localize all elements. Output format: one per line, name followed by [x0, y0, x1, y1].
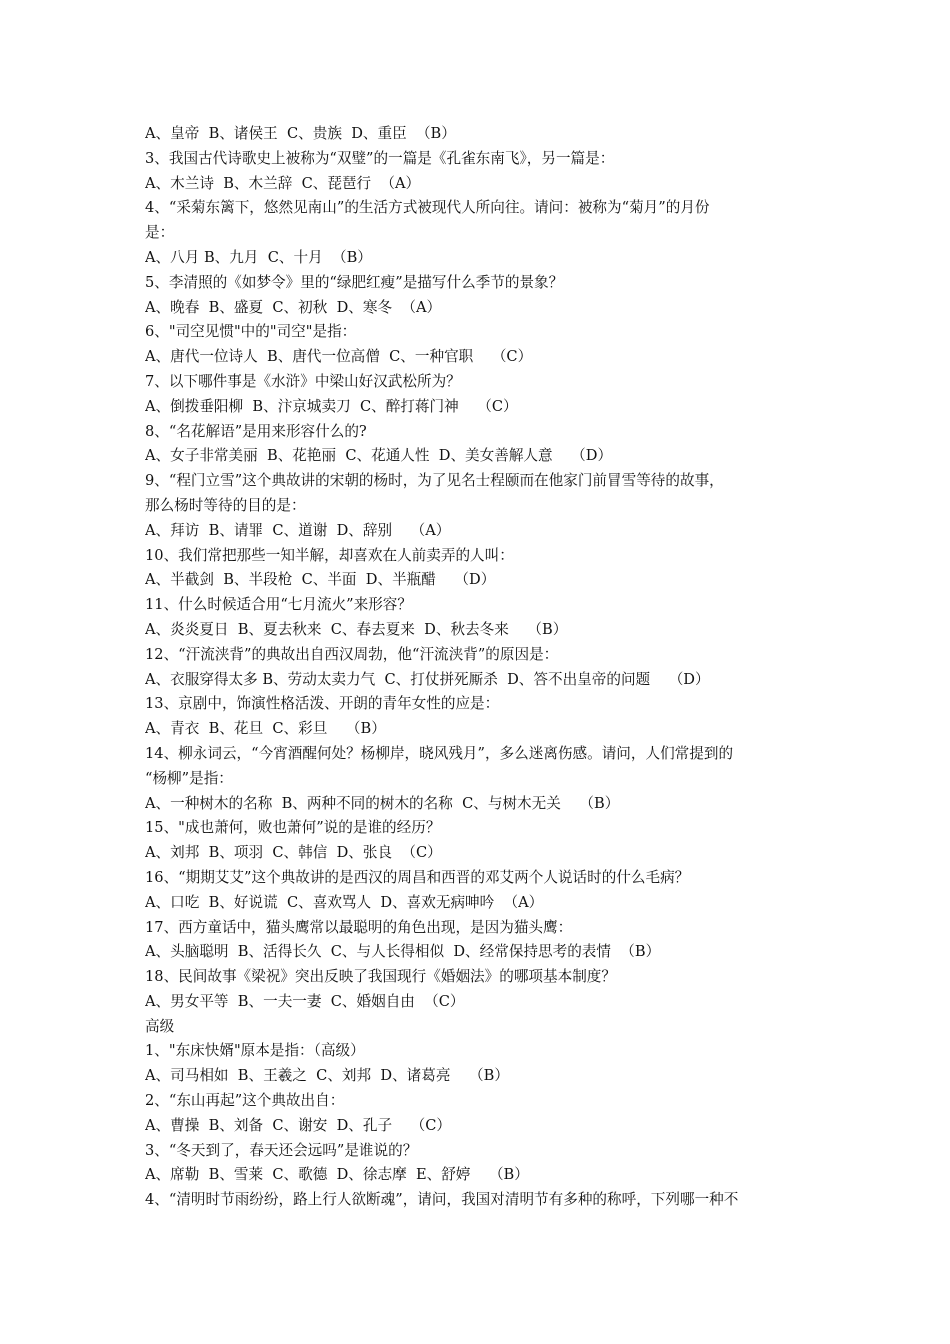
- text-line: A、木兰诗 B、木兰辞 C、琵琶行 （A）: [145, 174, 421, 192]
- text-line: 6、"司空见惯"中的"司空"是指：: [145, 323, 357, 341]
- text-line: A、拜访 B、请罪 C、道谢 D、辞别 （A）: [145, 521, 451, 539]
- text-line: 1、"东床快婿"原本是指：（高级）: [145, 1042, 365, 1060]
- text-line: 18、民间故事《梁祝》突出反映了我国现行《婚姻法》的哪项基本制度？: [145, 968, 616, 986]
- text-line: A、倒拨垂阳柳 B、汴京城卖刀 C、醉打蒋门神 （C）: [145, 397, 518, 415]
- text-line: 4、“清明时节雨纷纷，路上行人欲断魂”，请问，我国对清明节有多种的称呼，下列哪一种不: [145, 1191, 739, 1209]
- text-line: 那么杨时等待的目的是：: [145, 496, 306, 514]
- text-line: A、头脑聪明 B、活得长久 C、与人长得相似 D、经常保持思考的表情 （B）: [145, 943, 661, 961]
- text-line: 是：: [145, 224, 175, 242]
- text-line: A、青衣 B、花旦 C、彩旦 （B）: [145, 720, 386, 738]
- text-line: 14、柳永词云，“今宵酒醒何处？杨柳岸，晓风残月”，多么迷离伤感。请问，人们常提到的: [145, 744, 734, 762]
- text-line: “杨柳”是指：: [145, 769, 233, 787]
- text-line: 11、什么时候适合用“七月流火”来形容？: [145, 596, 412, 614]
- text-line: A、席勒 B、雪莱 C、歌德 D、徐志摩 E、舒婷 （B）: [145, 1166, 529, 1184]
- text-line: A、衣服穿得太多 B、劳动太卖力气 C、打仗拼死厮杀 D、答不出皇帝的问题 （D）: [145, 670, 710, 688]
- text-line: 16、“期期艾艾”这个典故讲的是西汉的周昌和西晋的邓艾两个人说话时的什么毛病？: [145, 868, 690, 886]
- text-line: 7、以下哪件事是《水浒》中梁山好汉武松所为？: [145, 372, 461, 390]
- text-line: 15、"成也萧何，败也萧何”说的是谁的经历？: [145, 819, 441, 837]
- text-line: 3、我国古代诗歌史上被称为“双璧”的一篇是《孔雀东南飞》，另一篇是：: [145, 149, 615, 167]
- text-line: A、男女平等 B、一夫一妻 C、婚姻自由 （C）: [145, 992, 465, 1010]
- text-line: 8、“名花解语”是用来形容什么的?: [145, 422, 367, 440]
- text-line: 2、“东山再起”这个典故出自：: [145, 1092, 345, 1110]
- text-line: A、一种树木的名称 B、两种不同的树木的名称 C、与树木无关 （B）: [145, 794, 620, 812]
- text-line: A、唐代一位诗人 B、唐代一位高僧 C、一种官职 （C）: [145, 348, 533, 366]
- text-line: 3、“冬天到了，春天还会远吗”是谁说的？: [145, 1141, 418, 1159]
- text-line: A、刘邦 B、项羽 C、韩信 D、张良 （C）: [145, 844, 442, 862]
- text-line: 9、“程门立雪”这个典故讲的宋朝的杨时，为了见名士程颐而在他家门前冒雪等待的故事，: [145, 472, 724, 490]
- text-line: 4、“采菊东篱下，悠然见南山”的生活方式被现代人所向往。请问：被称为“菊月”的月份: [145, 199, 710, 217]
- text-line: A、晚春 B、盛夏 C、初秋 D、寒冬 （A）: [145, 298, 442, 316]
- document-body: [145, 122, 810, 1213]
- text-line: A、司马相如 B、王羲之 C、刘邦 D、诸葛亮 （B）: [145, 1067, 509, 1085]
- text-line: A、半截剑 B、半段枪 C、半面 D、半瓶醋 （D）: [145, 571, 496, 589]
- text-line: A、八月 B、九月 C、十月 （B）: [145, 248, 372, 266]
- text-line: A、炎炎夏日 B、夏去秋来 C、春去夏来 D、秋去冬来 （B）: [145, 620, 568, 638]
- text-line: A、皇帝 B、诸侯王 C、贵族 D、重臣 （B）: [145, 125, 456, 142]
- text-line: 5、李清照的《如梦令》里的“绿肥红瘦”是描写什么季节的景象？: [145, 273, 564, 291]
- text-line: A、曹操 B、刘备 C、谢安 D、孔子 （C）: [145, 1116, 451, 1134]
- text-line: 17、西方童话中，猫头鹰常以最聪明的角色出现，是因为猫头鹰：: [145, 918, 573, 936]
- text-line: 12、“汗流浃背”的典故出自西汉周勃，他“汗流浃背”的原因是：: [145, 645, 559, 663]
- text-line: A、口吃 B、好说谎 C、喜欢骂人 D、喜欢无病呻吟 （A）: [145, 893, 544, 911]
- text-line: A、女子非常美丽 B、花艳丽 C、花通人性 D、美女善解人意 （D）: [145, 447, 613, 465]
- text-line: 10、我们常把那些一知半解，却喜欢在人前卖弄的人叫：: [145, 546, 514, 564]
- section-heading: 高级: [145, 1017, 175, 1035]
- text-line: 13、京剧中，饰演性格活泼、开朗的青年女性的应是：: [145, 695, 500, 713]
